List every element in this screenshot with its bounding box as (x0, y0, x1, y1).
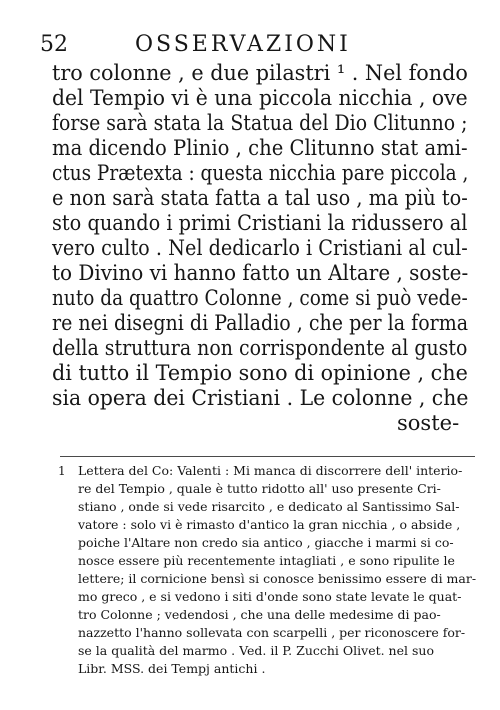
page-header (40, 30, 480, 60)
catchword: soste- (397, 411, 460, 435)
page-number: 52 (40, 32, 68, 57)
footnote-line: se la qualità del marmo . Ved. il P. Zucchi Olivet. nel suo (78, 643, 434, 658)
body-line: sto quando i primi Cristiani la ridussero al (52, 211, 468, 235)
body-line: e non sarà stata fatta a tal uso , ma più to- (52, 186, 468, 210)
body-line: sia opera dei Cristiani . Le colonne , che (52, 386, 469, 410)
footnote-rule (60, 456, 475, 457)
body-line: tro colonne , e due pilastri ¹ . Nel fondo (52, 61, 468, 85)
body-line: nuto da quattro Colonne , come si può vede- (52, 286, 468, 310)
footnote-marker: 1 (58, 464, 66, 478)
footnote-line: re del Tempio , quale è tutto ridotto all' uso presente Cri- (78, 481, 441, 496)
body-line: del Tempio vi è una piccola nicchia , ove (52, 86, 468, 110)
footnote-line: Lettera del Co: Valenti : Mi manca di discorrere dell' interio- (78, 463, 463, 478)
body-line: della struttura non corrispondente al gusto (52, 336, 468, 360)
footnote-line: lettere; il cornicione bensì si conosce benissimo essere di mar- (78, 571, 477, 586)
footnote-line: mo greco , e si vedono i siti d'onde sono state levate le quat- (78, 589, 462, 604)
footnote-line: vatore : solo vi è rimasto d'antico la gran nicchia , o abside , (78, 517, 461, 532)
body-line: forse sarà stata la Statua del Dio Clitunno ; (52, 111, 468, 135)
footnote-line: tro Colonne ; vedendosi , che una delle medesime di pao- (78, 607, 441, 622)
body-line: vero culto . Nel dedicarlo i Cristiani al cul- (52, 236, 468, 260)
footnote-line: nazzetto l'hanno sollevata con scarpelli , per riconoscere for- (78, 625, 466, 640)
footnote-line: Libr. MSS. dei Tempj antichi . (78, 661, 266, 676)
footnote-line: poiche l'Altare non credo sia antico , giacche i marmi si co- (78, 535, 454, 550)
body-line: ma dicendo Plinio , che Clitunno stat ami- (52, 136, 468, 160)
body-line: ctus Prætexta : questa nicchia pare piccola , (52, 161, 469, 185)
body-line: re nei disegni di Palladio , che per la forma (52, 311, 469, 335)
running-title: OSSERVAZIONI (135, 32, 351, 57)
footnote-line: stiano , onde si vede risarcito , e dedicato al Santissimo Sal- (78, 499, 460, 514)
footnote-line: nosce essere più recentemente intagliati , e sono ripulite le (78, 553, 455, 568)
body-line: to Divino vi hanno fatto un Altare , soste- (52, 261, 469, 285)
body-line: di tutto il Tempio sono di opinione , che (52, 361, 468, 385)
